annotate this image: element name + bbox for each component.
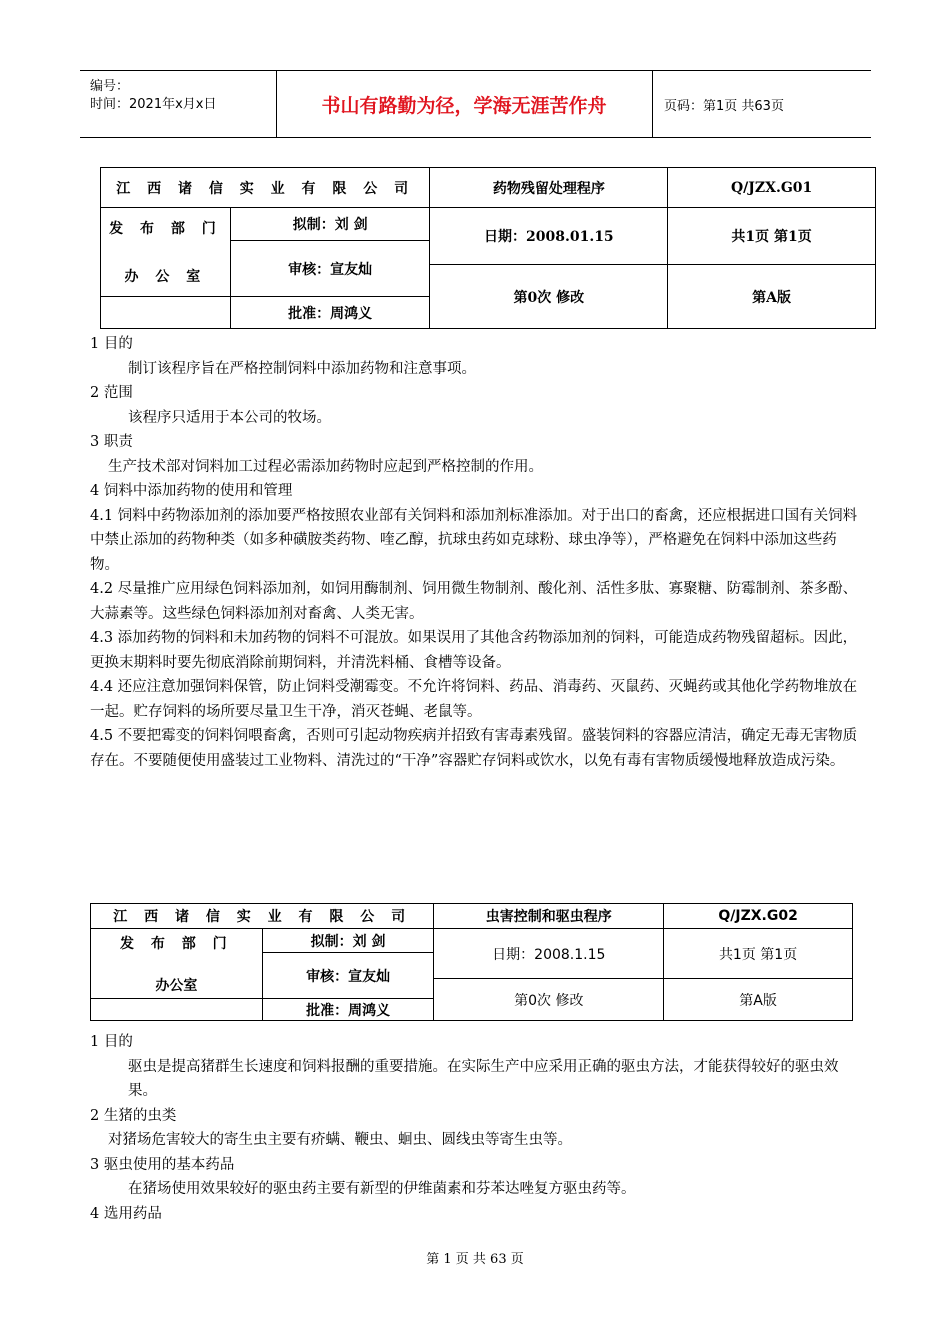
drafted-by: 拟制：刘 剑: [230, 208, 430, 241]
paragraph: 驱虫是提高猪群生长速度和饲料报酬的重要措施。在实际生产中应采用正确的驱虫方法，才能获得较好的驱虫效果。: [128, 1058, 839, 1099]
time-label: 时间：2021年x月x日: [90, 97, 217, 112]
drafted-by: 拟制：刘 剑: [262, 929, 434, 953]
version: 第A版: [668, 265, 876, 329]
page-header: [80, 70, 871, 138]
paragraph: 4 选用药品: [90, 1205, 162, 1222]
page-footer: 第 1 页 共 63 页: [426, 1252, 524, 1267]
procedure-title: 虫害控制和驱虫程序: [434, 904, 664, 929]
reviewed-by: 审核：宣友灿: [230, 241, 430, 297]
procedure-title: 药物残留处理程序: [430, 168, 668, 208]
paragraph: 生产技术部对饲料加工过程必需添加药物时应起到严格控制的作用。: [108, 458, 543, 475]
page-info: 页码：第1页 共63页: [664, 99, 784, 114]
section-2-body: [90, 1030, 860, 1226]
revision-count: 第0次 修改: [430, 265, 668, 329]
paragraph: 4.3 添加药物的饲料和未加药物的饲料不可混放。如果误用了其他含药物添加剂的饲料，可能造成药物残留超标。因此，更换末期料时要先彻底消除前期饲料，并清洗料桶、食槽等设备。: [90, 630, 858, 671]
dept-cell: [91, 929, 263, 999]
paragraph: 2 范围: [90, 385, 133, 401]
paragraph: 4.2 尽量推广应用绿色饲料添加剂，如饲用酶制剂、饲用微生物制剂、酸化剂、活性多肽、寡聚糖、防霉制剂、茶多酚、大蒜素等。这些绿色饲料添加剂对畜禽、人类无害。: [90, 581, 858, 622]
paragraph: 在猪场使用效果较好的驱虫药主要有新型的伊维菌素和芬苯达唑复方驱虫药等。: [128, 1181, 636, 1197]
spacer-cell: [101, 297, 231, 329]
dept-name: 办 公 室: [124, 269, 207, 285]
company-name: 江 西 诸 信 实 业 有 限 公 司: [91, 904, 434, 929]
section-1-body: [90, 332, 860, 773]
paragraph: 2 生猪的虫类: [90, 1107, 177, 1124]
procedure-code: Q/JZX.G02: [664, 904, 853, 929]
issue-date: 日期：2008.1.15: [434, 929, 664, 979]
issue-date: 日期：2008.01.15: [430, 208, 668, 265]
code-label: 编号：: [90, 79, 130, 94]
page-count: 共1页 第1页: [668, 208, 876, 265]
dept-name: 办公室: [155, 977, 198, 994]
paragraph: 1 目的: [90, 336, 133, 352]
paragraph: 该程序只适用于本公司的牧场。: [128, 409, 331, 426]
paragraph: 制订该程序旨在严格控制饲料中添加药物和注意事项。: [128, 360, 476, 377]
doc-table-2: [90, 903, 853, 1021]
paragraph: 4.5 不要把霉变的饲料饲喂畜禽，否则可引起动物疾病并招致有害毒素残留。盛装饲料的容器应清洁，确定无毒无害物质存在。不要随便使用盛装过工业物料、清洗过的“干净”容器贮存饲料或饮水，以免有毒有害物质缓慢地释放造成污染。: [90, 728, 858, 769]
header-meta: [80, 71, 277, 137]
spacer-cell: [91, 999, 263, 1021]
page-count: 共1页 第1页: [664, 929, 853, 979]
dept-label: 发 布 部 门: [109, 221, 222, 237]
paragraph: 4.4 还应注意加强饲料保管，防止饲料受潮霉变。不允许将饲料、药品、消毒药、灭鼠药、灭蝇药或其他化学药物堆放在一起。贮存饲料的场所要尽量卫生干净，消灭苍蝇、老鼠等。: [90, 679, 858, 720]
paragraph: 对猪场危害较大的寄生虫主要有疥螨、鞭虫、蛔虫、圆线虫等寄生虫等。: [108, 1132, 572, 1148]
paragraph: 3 职责: [90, 434, 133, 450]
paragraph: 3 驱虫使用的基本药品: [90, 1156, 235, 1173]
paragraph: 4 饲料中添加药物的使用和管理: [90, 483, 293, 499]
procedure-code: Q/JZX.G01: [668, 168, 876, 208]
dept-label: 发 布 部 门: [120, 935, 233, 952]
paragraph: 4.1 饲料中药物添加剂的添加要严格按照农业部有关饲料和添加剂标准添加。对于出口的畜禽，还应根据进口国有关饲料中禁止添加的药物种类（如多种磺胺类药物、喹乙醇，抗球虫药如克球粉、球虫净等），严格避免在饲料中添加这些药物。: [90, 507, 858, 573]
paragraph: 1 目的: [90, 1034, 133, 1050]
version: 第A版: [664, 979, 853, 1021]
approved-by: 批准：周鸿义: [230, 297, 430, 329]
reviewed-by: 审核：宣友灿: [262, 953, 434, 999]
revision-count: 第0次 修改: [434, 979, 664, 1021]
approved-by: 批准：周鸿义: [262, 999, 434, 1021]
dept-cell: [101, 208, 231, 297]
doc-table-1: [100, 167, 876, 329]
motto: 书山有路勤为径，学海无涯苦作舟: [276, 71, 653, 137]
company-name: 江 西 诸 信 实 业 有 限 公 司: [101, 168, 430, 208]
